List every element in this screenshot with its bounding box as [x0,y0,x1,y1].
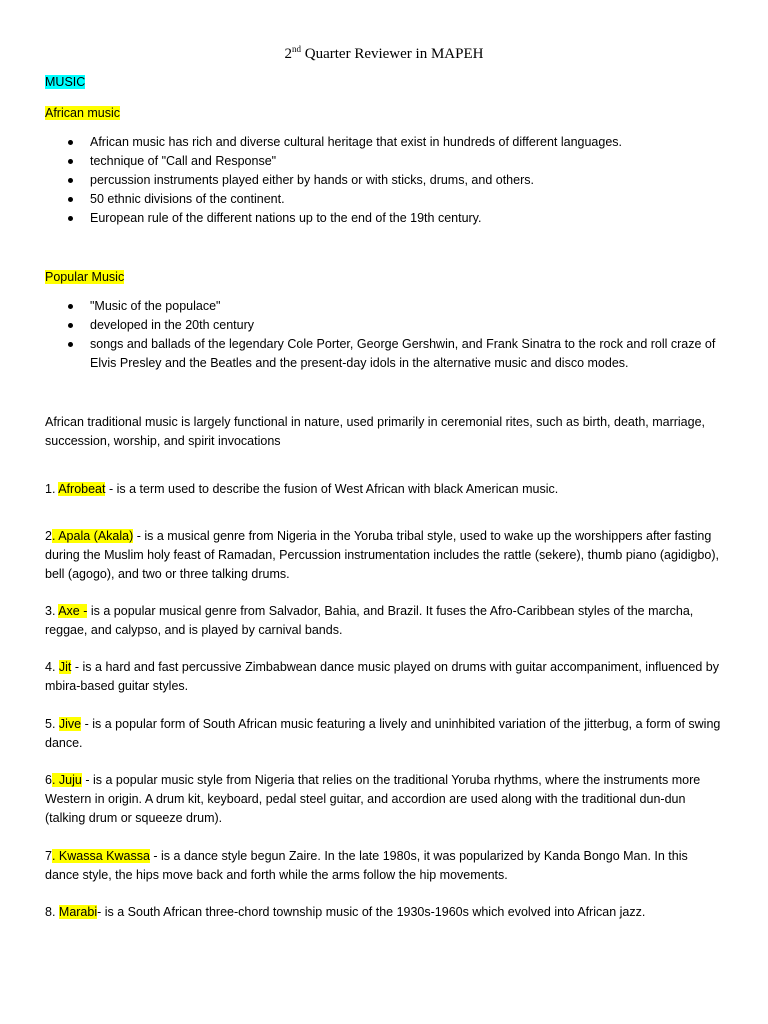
item-number: 8. [45,905,59,919]
item-description: - is a musical genre from Nigeria in the Yoruba tribal style, used to wake up the worshippers after fasting during the Muslim holy feast of Ramadan, Percussion instrumentation includes the rattle (sekere), thumb piano (agidigbo), bell (agogo), and two or three talking drums. [45,529,719,581]
list-item: developed in the 20th century [45,316,725,335]
genre-item-6 [45,771,725,828]
item-term: Jive [58,717,82,731]
genre-item-7 [45,847,725,885]
item-number: 4. [45,660,59,674]
item-number: 3. [45,604,59,618]
intro-paragraph [45,413,725,451]
popular-music-list [45,297,725,373]
popular-music-heading [45,268,725,287]
title-superscript: nd [292,44,302,54]
list-item: African music has rich and diverse cultural heritage that exist in hundreds of different languages. [45,133,725,152]
intro-paragraph-text: African traditional music is largely functional in nature, used primarily in ceremonial rites, such as birth, death, marriage, succession, worship, and spirit invocations [45,415,706,448]
item-description: - is a hard and fast percussive Zimbabwean dance music played on drums with guitar accompaniment, influenced by mbira-based guitar styles. [45,660,719,693]
item-number: 5. [45,717,59,731]
genre-item-1 [45,480,725,499]
genre-item-5 [45,715,725,753]
list-item: "Music of the populace" [45,297,725,316]
african-music-list [45,133,725,228]
item-description: - is a popular form of South African music featuring a lively and uninhibited variation of the jitterbug, a form of swing dance. [45,717,721,750]
title-number: 2 [284,46,293,62]
item-description: - is a dance style begun Zaire. In the late 1980s, it was popularized by Kanda Bongo Man. In this dance style, the hips move back and forth while the arms follow the hip movements. [45,849,688,882]
list-item: 50 ethnic divisions of the continent. [45,190,725,209]
item-number: 7 [45,849,52,863]
list-item: percussion instruments played either by hands or with sticks, drums, and others. [45,171,725,190]
genre-item-3 [45,602,725,640]
item-number: 1. [45,482,59,496]
list-item: songs and ballads of the legendary Cole Porter, George Gershwin, and Frank Sinatra to the rock and roll craze of Elvis Presley and the Beatles and the present-day idols in the alternative music and disco modes. [45,335,725,373]
item-term: . Juju [51,773,82,787]
item-term: Jit [58,660,72,674]
document-title [0,44,768,64]
item-description: - is a South African three-chord township music of the 1930s-1960s which evolved into African jazz. [97,905,646,919]
genre-item-8 [45,903,725,922]
item-term: . Apala (Akala) [51,529,134,543]
item-description: - is a popular music style from Nigeria that relies on the traditional Yoruba rhythms, where the instruments more Western in origin. A drum kit, keyboard, pedal steel guitar, and accordion are used along with the traditional dun-dun (talking drum or squeeze drum). [45,773,701,825]
item-description: is a popular musical genre from Salvador, Bahia, and Brazil. It fuses the Afro-Caribbean styles of the marcha, reggae, and calypso, and is played by carnival bands. [45,604,694,637]
item-number: 2 [45,529,52,543]
genre-item-2 [45,527,725,584]
popular-music-heading-label: Popular Music [45,270,125,284]
list-item: European rule of the different nations up to the end of the 19th century. [45,209,725,228]
item-term: Afrobeat [58,482,106,496]
african-music-heading [45,104,725,123]
music-heading-label: MUSIC [45,75,86,89]
item-term: Axe - [58,604,88,618]
item-description: - is a term used to describe the fusion of West African with black American music. [105,482,559,496]
item-number: 6 [45,773,52,787]
item-term: Marabi [58,905,98,919]
title-text: Quarter Reviewer in MAPEH [301,46,484,62]
music-section-heading [45,73,725,92]
list-item: technique of "Call and Response" [45,152,725,171]
genre-item-4 [45,658,725,696]
item-term: . Kwassa Kwassa [51,849,150,863]
african-music-heading-label: African music [45,106,121,120]
